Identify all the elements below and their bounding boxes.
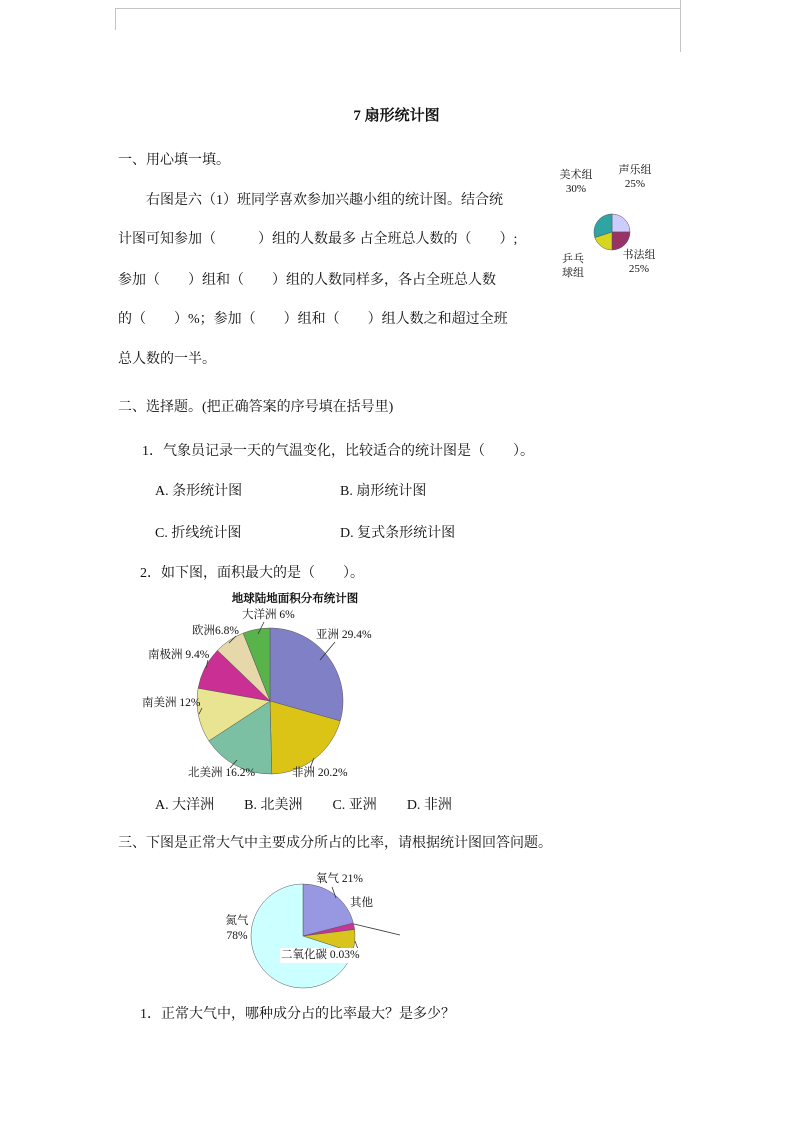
land-chart-title: 地球陆地面积分布统计图 bbox=[231, 593, 359, 605]
fill-line-1: 右图是六（1）班同学喜欢参加兴趣小组的统计图。结合统 bbox=[146, 193, 503, 208]
land-area-chart bbox=[130, 588, 470, 790]
question-2-2: 2．如下图，面积最大的是（ ）。 bbox=[140, 566, 364, 581]
page-edge-left bbox=[115, 8, 116, 30]
option-2-2-a: A. 大洋洲 bbox=[155, 798, 215, 813]
interest-groups-chart bbox=[552, 160, 727, 305]
option-2-2-b: B. 北美洲 bbox=[244, 798, 303, 813]
pie-label-calligraphy-group: 书法组 25% bbox=[622, 249, 656, 276]
land-pie-svg bbox=[130, 588, 470, 790]
pie-label-other: 其他 bbox=[350, 897, 373, 909]
section-one-heading: 一、用心填一填。 bbox=[118, 153, 230, 168]
option-2-1-c: C. 折线统计图 bbox=[155, 526, 242, 541]
pie-label-africa: 非洲 20.2% bbox=[292, 767, 348, 779]
fill-line-3: 参加（ ）组和（ ）组的人数同样多，各占全班总人数 bbox=[118, 273, 496, 288]
pie-label-co2: 二氧化碳 0.03% bbox=[281, 949, 360, 961]
pie-label-nitrogen: 氮气 78% bbox=[225, 915, 249, 942]
pie-slices bbox=[594, 214, 630, 250]
fill-line-4: 的（ ）%；参加（ ）组和（ ）组人数之和超过全班 bbox=[118, 312, 508, 327]
pie-label-oceania: 大洋洲 6% bbox=[242, 609, 295, 621]
option-2-2-d: D. 非洲 bbox=[406, 798, 452, 813]
pie-label-vocal-group: 声乐组 25% bbox=[618, 164, 652, 191]
pie-label-europe: 欧洲6.8% bbox=[192, 625, 239, 637]
fill-line-5: 总人数的一半。 bbox=[118, 352, 216, 367]
pie-label-oxygen: 氧气 21% bbox=[316, 873, 363, 885]
option-2-2-c: C. 亚洲 bbox=[332, 798, 377, 813]
page-edge-top bbox=[115, 8, 681, 9]
pie-label-asia: 亚洲 29.4% bbox=[316, 629, 372, 641]
page-edge-right bbox=[680, 0, 681, 52]
pie-label-north-america: 北美洲 16.2% bbox=[188, 767, 256, 779]
pie-label-south-america: 南美洲 12% bbox=[142, 697, 201, 709]
pie-label-pingpong-group: 乒乓球组 bbox=[562, 253, 584, 280]
question-2-1: 1．气象员记录一天的气温变化，比较适合的统计图是（ ）。 bbox=[142, 444, 534, 459]
option-2-1-a: A. 条形统计图 bbox=[155, 484, 243, 499]
pie-slices bbox=[251, 884, 355, 988]
section-two-heading: 二、选择题。(把正确答案的序号填在括号里) bbox=[118, 400, 394, 415]
option-2-1-b: B. 扇形统计图 bbox=[340, 484, 427, 499]
fill-line-2: 计图可知参加（ ）组的人数最多 占全班总人数的（ ）; bbox=[118, 232, 518, 247]
question-3-1: 1．正常大气中，哪种成分占的比率最大？是多少？ bbox=[140, 1007, 455, 1022]
pie-slice-0 bbox=[612, 214, 630, 232]
section-three-heading: 三、下图是正常大气中主要成分所占的比率，请根据统计图回答问题。 bbox=[118, 836, 552, 851]
page-title: 7 扇形统计图 bbox=[353, 108, 440, 124]
atmosphere-chart bbox=[210, 868, 480, 1000]
option-2-1-d: D. 复式条形统计图 bbox=[340, 526, 456, 541]
pie-label-art-group: 美术组 30% bbox=[559, 169, 593, 196]
pie-label-antarctica: 南极洲 9.4% bbox=[148, 649, 210, 661]
pie-slices bbox=[197, 628, 343, 774]
question-2-2-options bbox=[155, 794, 452, 814]
